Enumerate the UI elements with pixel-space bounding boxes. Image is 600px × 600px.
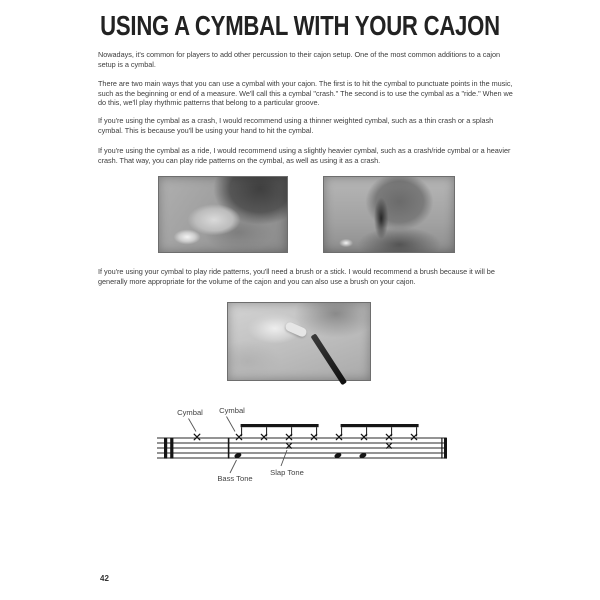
paragraph-two-ways: There are two main ways that you can use a cymbal with your cajon. The first is to hit the cymbal to punctuate points in the music, such as the beginning or end of a measure. We'll call this a cymbal "crash." The second is to use the cymbal as a "ride." When we do this, we'll play rhythmic patterns that belong to a particular groove. (98, 79, 513, 108)
label-bass-tone: Bass Tone (217, 474, 253, 483)
label-ride-cymbal: Cymbal (219, 406, 245, 415)
photo-hand-crash-technique (158, 176, 288, 253)
staff-lines (157, 438, 446, 458)
paragraph-crash-cymbal: If you're using the cymbal as a crash, I would recommend using a thinner weighted cymbal, such as a thin crash or a splash cymbal. This is because you'll be using your hand to hit the cymbal. (98, 116, 494, 135)
photo-brush-ride-technique (323, 176, 455, 253)
brush-handle-detail (311, 334, 348, 386)
paragraph-brush-or-stick: If you're using your cymbal to play ride patterns, you'll need a brush or a stick. I would recommend a brush because it will be generally more appropriate for the volume of the cajon and you can also use a brush on your cajon. (98, 267, 495, 286)
label-pickup-cymbal: Cymbal (177, 408, 203, 417)
page-title: USING A CYMBAL WITH YOUR CAJON (100, 10, 500, 41)
hand-detail (284, 320, 308, 337)
paragraph-intro: Nowadays, it's common for players to add other percussion to their cajon setup. One of the most common additions to a cajon setup is a cymbal. (98, 50, 501, 69)
label-slap-tone: Slap Tone (270, 468, 304, 477)
paragraph-ride-cymbal: If you're using the cymbal as a ride, I would recommend using a slightly heavier cymbal, such as a crash/ride cymbal or a heavier crash. That way, you can play ride patterns on the cymbal, as well as using it as a crash. (98, 146, 511, 165)
music-notation (150, 402, 462, 494)
page-number: 42 (100, 574, 109, 583)
photo-brush-grip-closeup (227, 302, 371, 381)
